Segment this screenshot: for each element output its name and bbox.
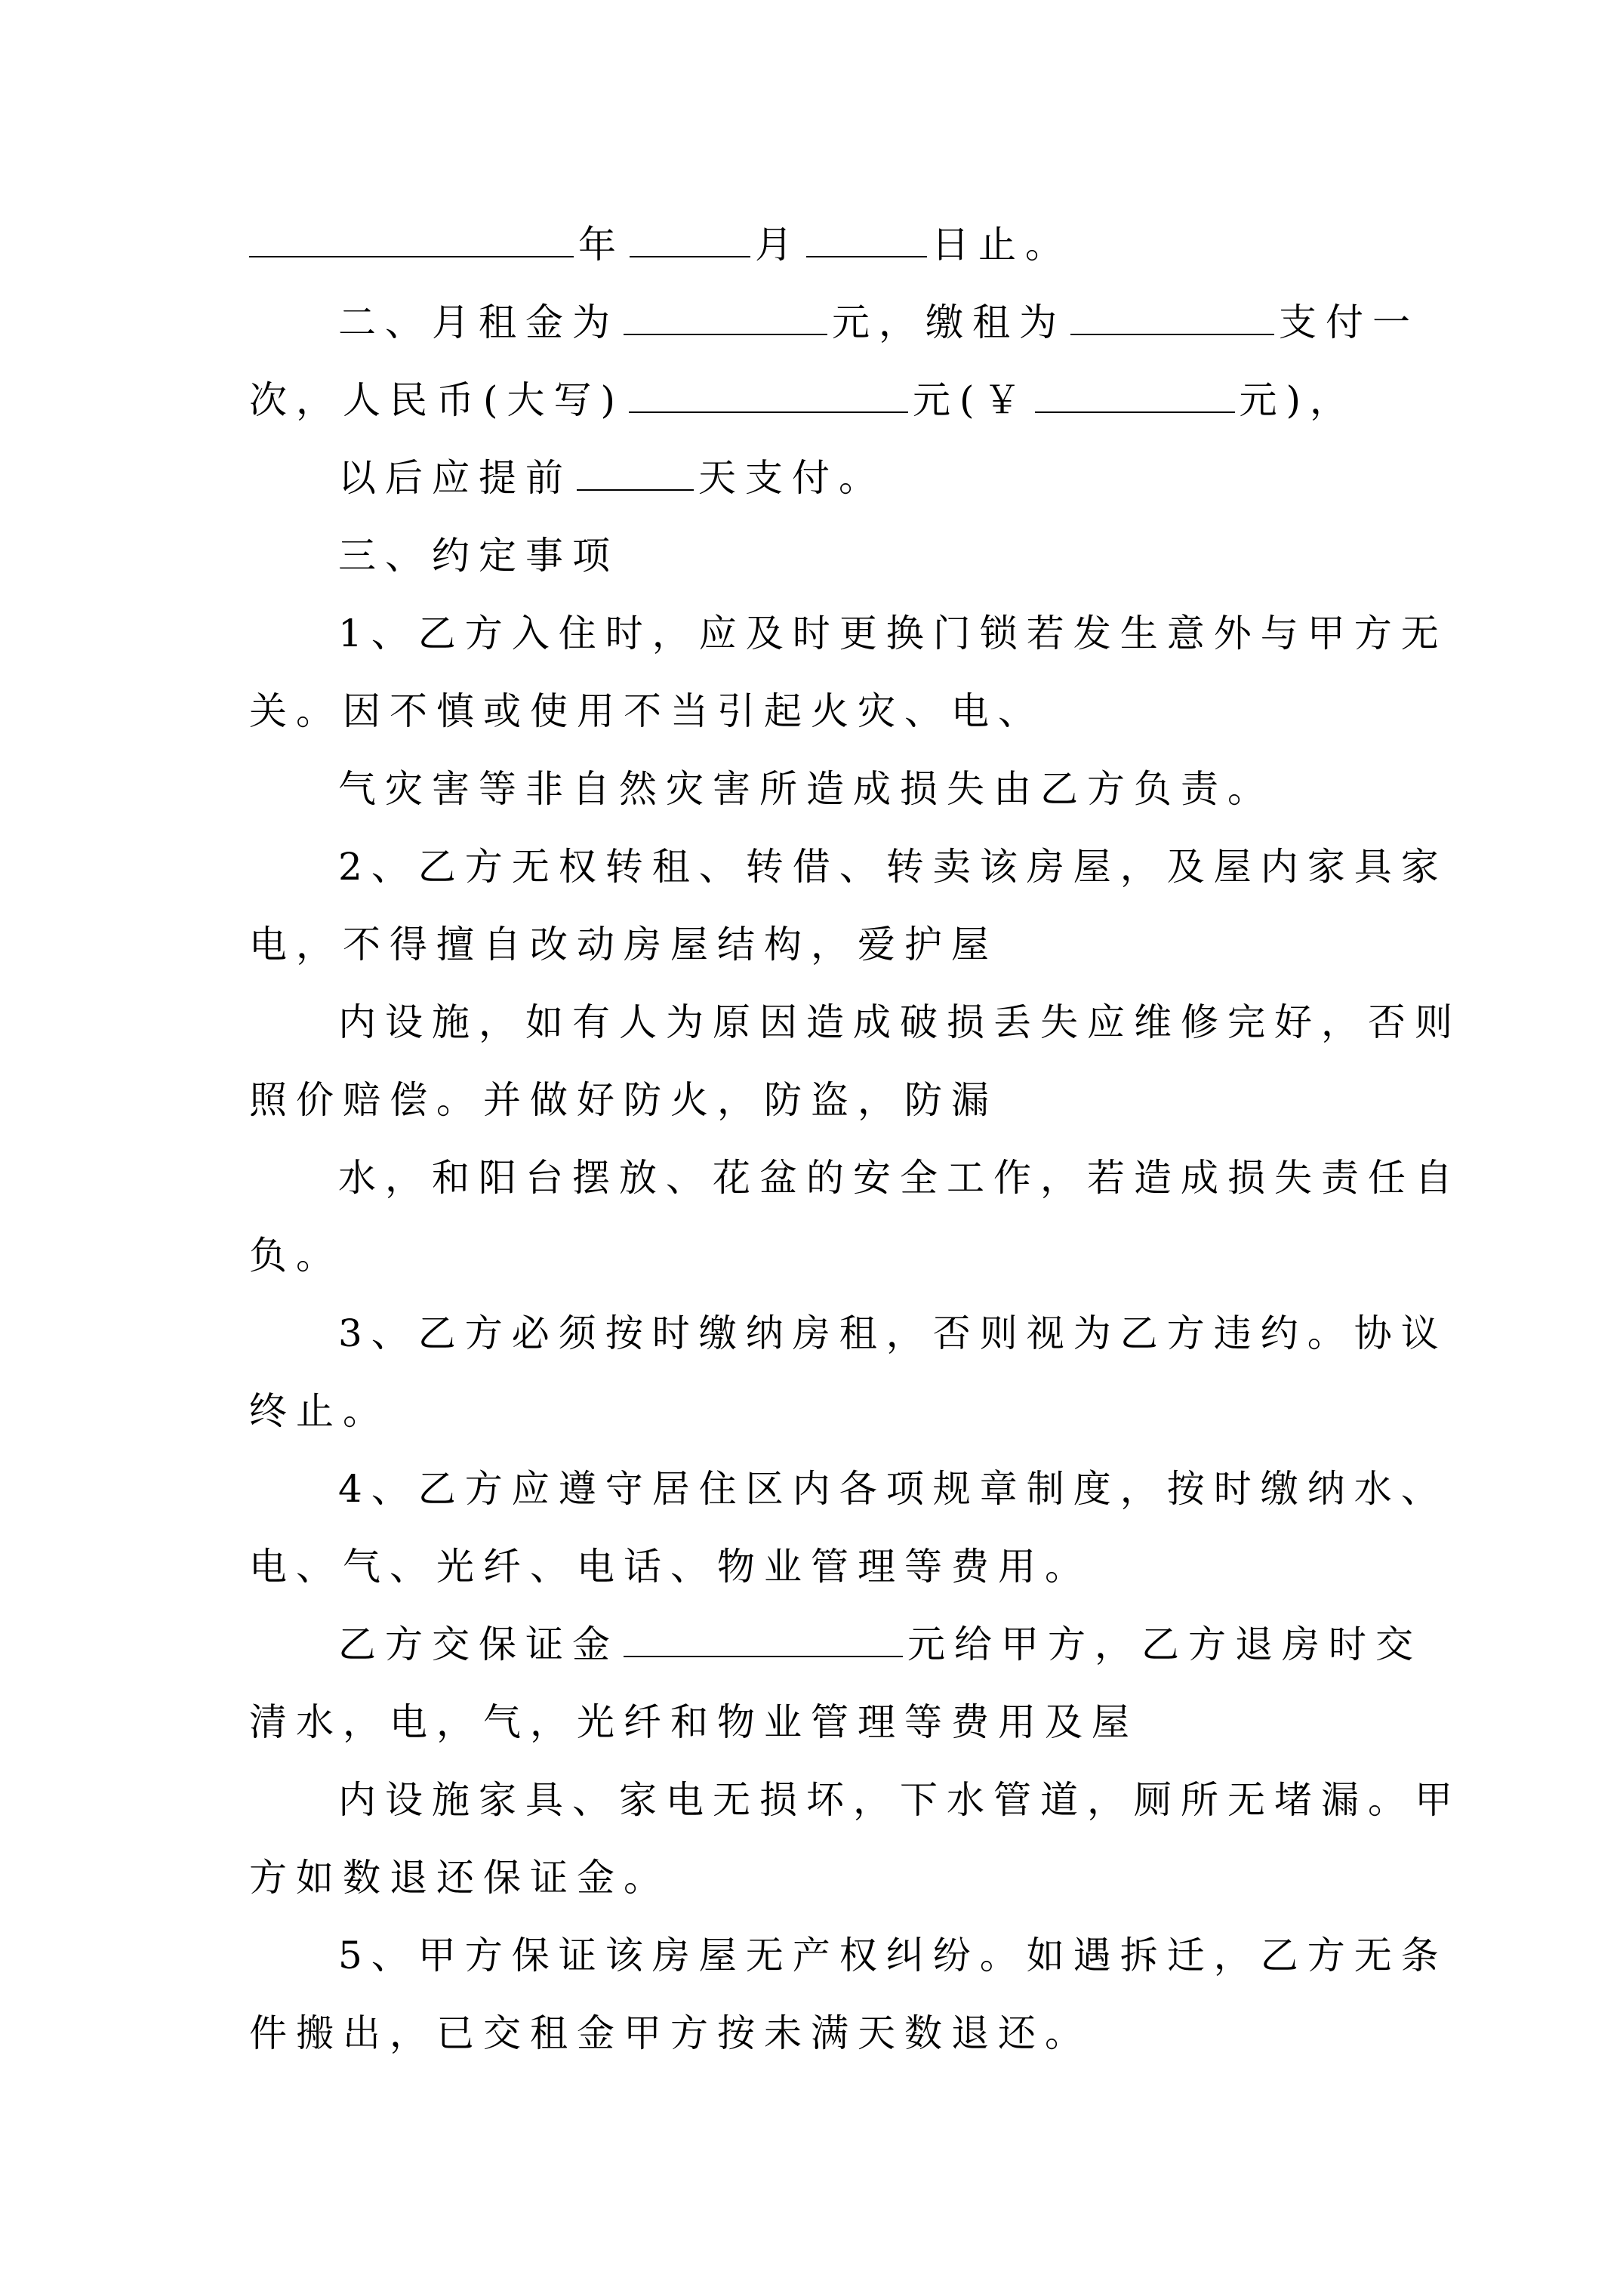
clause-2-line-3: 内设施，如有人为原因造成破损丢失应维修完好，否则 <box>338 1000 1461 1044</box>
clause-2-line-2: 电，不得擅自改动房屋结构，爱护屋 <box>249 923 998 966</box>
clause-2-advance-line: 以后应提前 天支付。 <box>338 452 885 504</box>
clause-2-line-5: 水，和阳台摆放、花盆的安全工作，若造成损失责任自 <box>338 1156 1461 1200</box>
clause-1-line-3: 气灾害等非自然灾害所造成损失由乙方负责。 <box>338 767 1274 811</box>
clause-1-line-2: 关。因不慎或使用不当引起火灾、电、 <box>249 689 1045 733</box>
section-3-heading: 三、约定事项 <box>338 534 619 578</box>
end-month-blank[interactable] <box>630 220 750 257</box>
clause-2-line-1: 2、乙方无权转租、转借、转卖该房屋，及屋内家具家 <box>338 845 1448 889</box>
deposit-blank[interactable] <box>624 1620 903 1657</box>
advance-days-blank[interactable] <box>577 453 694 491</box>
clause-2-rent-line: 二、月租金为 元，缴租为 支付一 <box>338 297 1419 348</box>
deposit-line-4: 方如数退还保证金。 <box>249 1856 670 1900</box>
deposit-line: 乙方交保证金 元给甲方，乙方退房时交 <box>338 1619 1422 1670</box>
clause-2-line-6: 负。 <box>249 1234 343 1277</box>
clause-3-line-1: 3、乙方必须按时缴纳房租，否则视为乙方违约。协议 <box>338 1311 1448 1355</box>
end-year-blank[interactable] <box>249 220 574 257</box>
payment-period-blank[interactable] <box>1070 297 1274 335</box>
deposit-line-2: 清水，电，气，光纤和物业管理等费用及屋 <box>249 1700 1138 1744</box>
end-day-blank[interactable] <box>806 220 927 257</box>
deposit-line-3: 内设施家具、家电无损坏，下水管道，厕所无堵漏。甲 <box>338 1778 1461 1822</box>
clause-2-line-4: 照价赔偿。并做好防火，防盗，防漏 <box>249 1078 998 1122</box>
clause-5-line-1: 5、甲方保证该房屋无产权纠纷。如遇拆迁，乙方无条 <box>338 1934 1448 1977</box>
end-date-line: 年 月 日止。 <box>249 219 1072 270</box>
clause-2-amount-line: 次，人民币(大写) 元(￥ 元)， <box>249 374 1357 426</box>
clause-5-line-2: 件搬出，已交租金甲方按未满天数退还。 <box>249 2011 1092 2055</box>
clause-4-line-2: 电、气、光纤、电话、物业管理等费用。 <box>249 1545 1092 1589</box>
clause-3-line-2: 终止。 <box>249 1389 390 1433</box>
clause-4-line-1: 4、乙方应遵守居住区内各项规章制度，按时缴纳水、 <box>338 1467 1448 1511</box>
amount-figures-blank[interactable] <box>1035 375 1235 413</box>
monthly-rent-blank[interactable] <box>624 297 827 335</box>
clause-1-line-1: 1、乙方入住时，应及时更换门锁若发生意外与甲方无 <box>338 612 1448 655</box>
amount-words-blank[interactable] <box>629 375 908 413</box>
